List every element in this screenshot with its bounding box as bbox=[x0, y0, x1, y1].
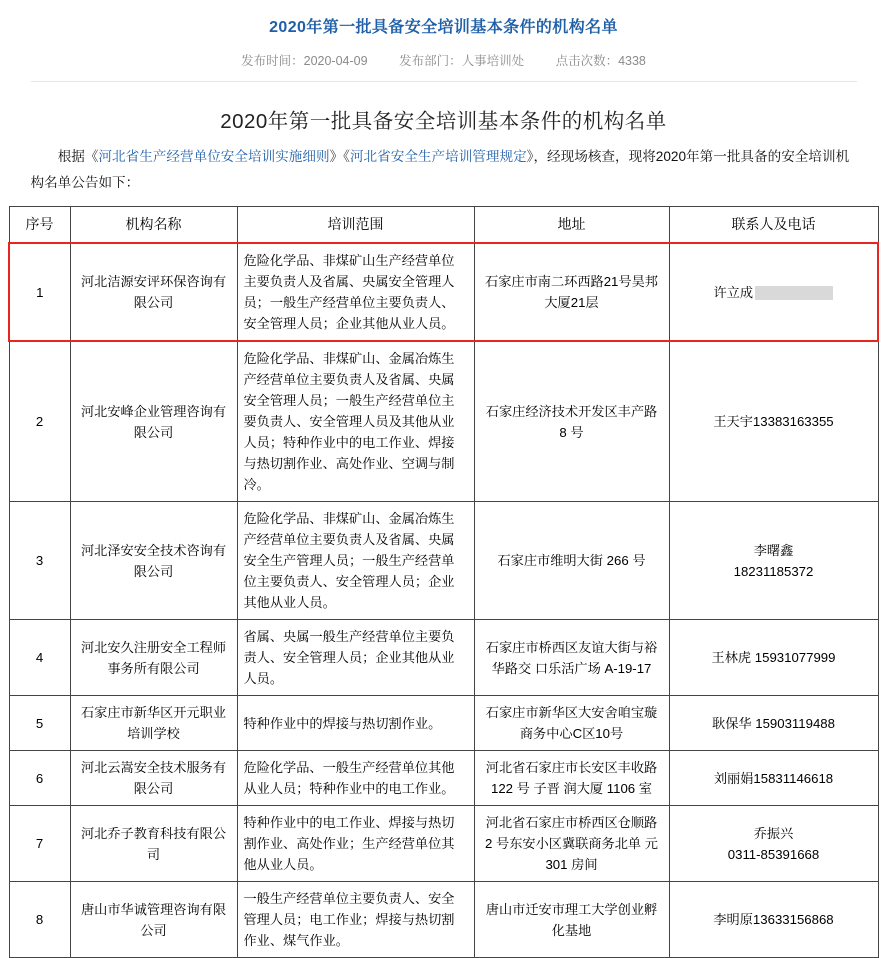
intro-paragraph bbox=[31, 144, 857, 204]
cell-contact: 王林虎 15931077999 bbox=[669, 620, 878, 696]
cell-address: 河北省石家庄市长安区丰收路 122 号 子晋 润大厦 1106 室 bbox=[474, 751, 669, 806]
cell-scope: 特种作业中的焊接与热切割作业。 bbox=[237, 696, 474, 751]
cell-name: 河北乔子教育科技有限公司 bbox=[70, 806, 237, 882]
cell-index: 4 bbox=[9, 620, 70, 696]
cell-index: 3 bbox=[9, 502, 70, 620]
column-header-scope: 培训范围 bbox=[237, 207, 474, 244]
cell-index: 2 bbox=[9, 341, 70, 502]
cell-address: 河北省石家庄市桥西区仓顺路 2 号东安小区冀联商务北单 元 301 房间 bbox=[474, 806, 669, 882]
cell-address: 石家庄市新华区大安舍咱宝璇商务中心C区10号 bbox=[474, 696, 669, 751]
publish-department: 发布部门：人事培训处 bbox=[399, 54, 525, 68]
table-row bbox=[9, 751, 878, 806]
cell-index: 5 bbox=[9, 696, 70, 751]
table-row bbox=[9, 882, 878, 958]
cell-address: 唐山市迁安市理工大学创业孵化基地 bbox=[474, 882, 669, 958]
cell-scope: 特种作业中的电工作业、焊接与热切割作业、高处作业；生产经营单位其他从业人员。 bbox=[237, 806, 474, 882]
cell-scope: 一般生产经营单位主要负责人、安全管理人员；电工作业；焊接与热切割作业、煤气作业。 bbox=[237, 882, 474, 958]
table-row bbox=[9, 243, 878, 341]
intro-mid: 》《 bbox=[329, 149, 350, 164]
table-header-row bbox=[9, 207, 878, 244]
intro-prefix: 根据《 bbox=[57, 149, 99, 164]
cell-contact: 耿保华 15903119488 bbox=[669, 696, 878, 751]
cell-name: 河北安久注册安全工程师事务所有限公司 bbox=[70, 620, 237, 696]
table-row bbox=[9, 620, 878, 696]
cell-contact bbox=[669, 806, 878, 882]
cell-scope: 危险化学品、非煤矿山、金属冶炼生产经营单位主要负责人及省属、央属安全管理人员；一般生产经营单位主要负责人、安全管理人员及其他从业人员；特种作业中的电工作业、焊接与热切割作业、高处作业、空调与制冷。 bbox=[237, 341, 474, 502]
cell-name: 河北云嵩安全技术服务有限公司 bbox=[70, 751, 237, 806]
cell-address: 石家庄经济技术开发区丰产路 8 号 bbox=[474, 341, 669, 502]
cell-index: 6 bbox=[9, 751, 70, 806]
link-management-regulations[interactable]: 河北省安全生产培训管理规定 bbox=[349, 149, 527, 164]
cell-address: 石家庄市维明大街 266 号 bbox=[474, 502, 669, 620]
cell-index: 1 bbox=[9, 243, 70, 341]
cell-address: 石家庄市桥西区友谊大街与裕华路交 口乐活广场 A-19-17 bbox=[474, 620, 669, 696]
cell-scope: 省属、央属一般生产经营单位主要负责人、安全管理人员；企业其他从业人员。 bbox=[237, 620, 474, 696]
cell-scope: 危险化学品、非煤矿山生产经营单位主要负责人及省属、央属安全管理人员；一般生产经营单位主要负责人、安全管理人员；企业其他从业人员。 bbox=[237, 243, 474, 341]
column-header-address: 地址 bbox=[474, 207, 669, 244]
table-row bbox=[9, 341, 878, 502]
cell-contact: 王天宇13383163355 bbox=[669, 341, 878, 502]
contact-phone: 0311-85391668 bbox=[727, 846, 820, 862]
cell-name: 石家庄市新华区开元职业培训学校 bbox=[70, 696, 237, 751]
column-header-index: 序号 bbox=[9, 207, 70, 244]
cell-name: 唐山市华诚管理咨询有限公司 bbox=[70, 882, 237, 958]
cell-scope: 危险化学品、非煤矿山、金属冶炼生产经营单位主要负责人及省属、央属安全生产管理人员；一般生产经营单位主要负责人、安全管理人员；企业其他从业人员。 bbox=[237, 502, 474, 620]
cell-contact bbox=[669, 243, 878, 341]
column-header-name: 机构名称 bbox=[70, 207, 237, 244]
link-implementation-rules[interactable]: 河北省生产经营单位安全培训实施细则 bbox=[98, 149, 330, 164]
redacted-phone bbox=[755, 286, 833, 300]
cell-index: 8 bbox=[9, 882, 70, 958]
table-row bbox=[9, 696, 878, 751]
organization-table bbox=[8, 206, 879, 958]
meta-bar bbox=[0, 37, 887, 71]
column-header-contact: 联系人及电话 bbox=[669, 207, 878, 244]
contact-name: 乔振兴 bbox=[753, 825, 794, 841]
cell-contact bbox=[669, 502, 878, 620]
intro-suffix: 》，经现场核查，现将2020年第一批具备的安全培训机构名单公告如下： bbox=[30, 149, 850, 190]
cell-address: 石家庄市南二环西路21号昊邦大厦21层 bbox=[474, 243, 669, 341]
contact-name: 李曙鑫 bbox=[753, 542, 794, 558]
cell-scope: 危险化学品、一般生产经营单位其他从业人员；特种作业中的电工作业。 bbox=[237, 751, 474, 806]
view-count: 点击次数：4338 bbox=[555, 54, 646, 68]
page-title: 2020年第一批具备安全培训基本条件的机构名单 bbox=[220, 110, 667, 133]
page-header-title: 2020年第一批具备安全培训基本条件的机构名单 bbox=[269, 19, 618, 36]
cell-index: 7 bbox=[9, 806, 70, 882]
contact-phone: 18231185372 bbox=[733, 563, 814, 579]
cell-name: 河北安峰企业管理咨询有限公司 bbox=[70, 341, 237, 502]
contact-name: 许立成 bbox=[713, 284, 754, 300]
table-row bbox=[9, 806, 878, 882]
cell-name: 河北洁源安评环保咨询有限公司 bbox=[70, 243, 237, 341]
table-row bbox=[9, 502, 878, 620]
cell-contact: 刘丽娟15831146618 bbox=[669, 751, 878, 806]
publish-date: 发布时间：2020-04-09 bbox=[241, 54, 368, 68]
cell-name: 河北泽安安全技术咨询有限公司 bbox=[70, 502, 237, 620]
cell-contact: 李明原13633156868 bbox=[669, 882, 878, 958]
table-body bbox=[9, 243, 878, 958]
